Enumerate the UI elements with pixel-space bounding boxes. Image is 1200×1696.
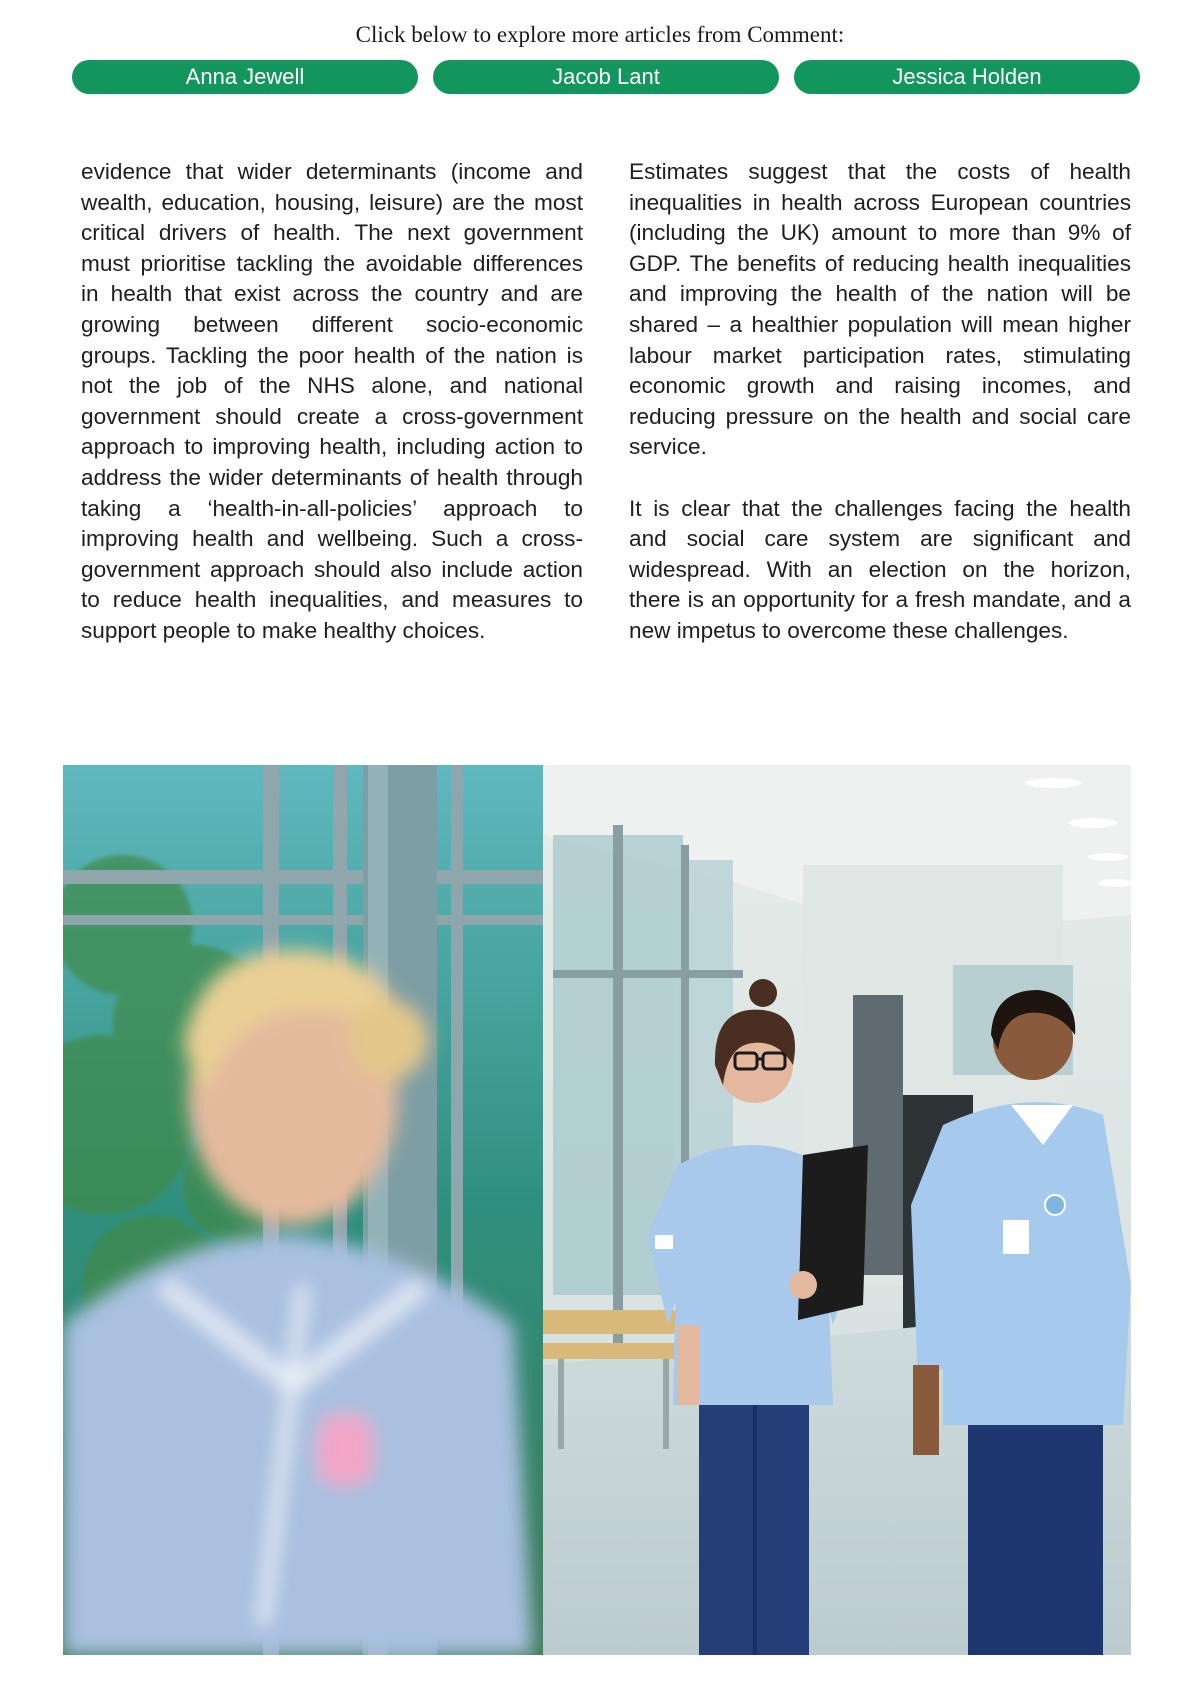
article-paragraph: Estimates suggest that the costs of health inequalities in health across European countries (including the UK) amount to more than 9% of GDP. The benefits of reducing health inequalities and improving the health of the nation will be shared – a healthier population will mean higher labour market participation rates, stimulating economic growth and raising incomes, and reducing pressure on the health and social care service. <box>629 159 1131 460</box>
article-link-jacob-lant[interactable]: Jacob Lant <box>433 60 779 94</box>
article-column-left <box>81 157 583 647</box>
article-link-jessica-holden[interactable]: Jessica Holden <box>794 60 1140 94</box>
article-paragraph: evidence that wider determinants (income and wealth, education, housing, leisure) are the most critical drivers of health. The next government must prioritise tackling the avoidable differences in health that exist across the country and are growing between different socio-economic groups. Tackling the poor health of the nation is not the job of the NHS alone, and national government should create a cross-government approach to improving health, including action to address the wider determinants of health through taking a ‘health-in-all-policies’ approach to improving health and wellbeing. Such a cross-government approach should also include action to reduce health inequalities, and measures to support people to make healthy choices. <box>81 159 583 643</box>
article-column-right <box>629 157 1131 647</box>
article-link-anna-jewell[interactable]: Anna Jewell <box>72 60 418 94</box>
more-articles-prompt: Click below to explore more articles from Comment: <box>355 22 845 47</box>
article-paragraph: It is clear that the challenges facing the health and social care system are significant and widespread. With an election on the horizon, there is an opportunity for a fresh mandate, and a new impetus to overcome these challenges. <box>629 495 1131 643</box>
hospital-corridor-photo <box>63 765 1131 1655</box>
